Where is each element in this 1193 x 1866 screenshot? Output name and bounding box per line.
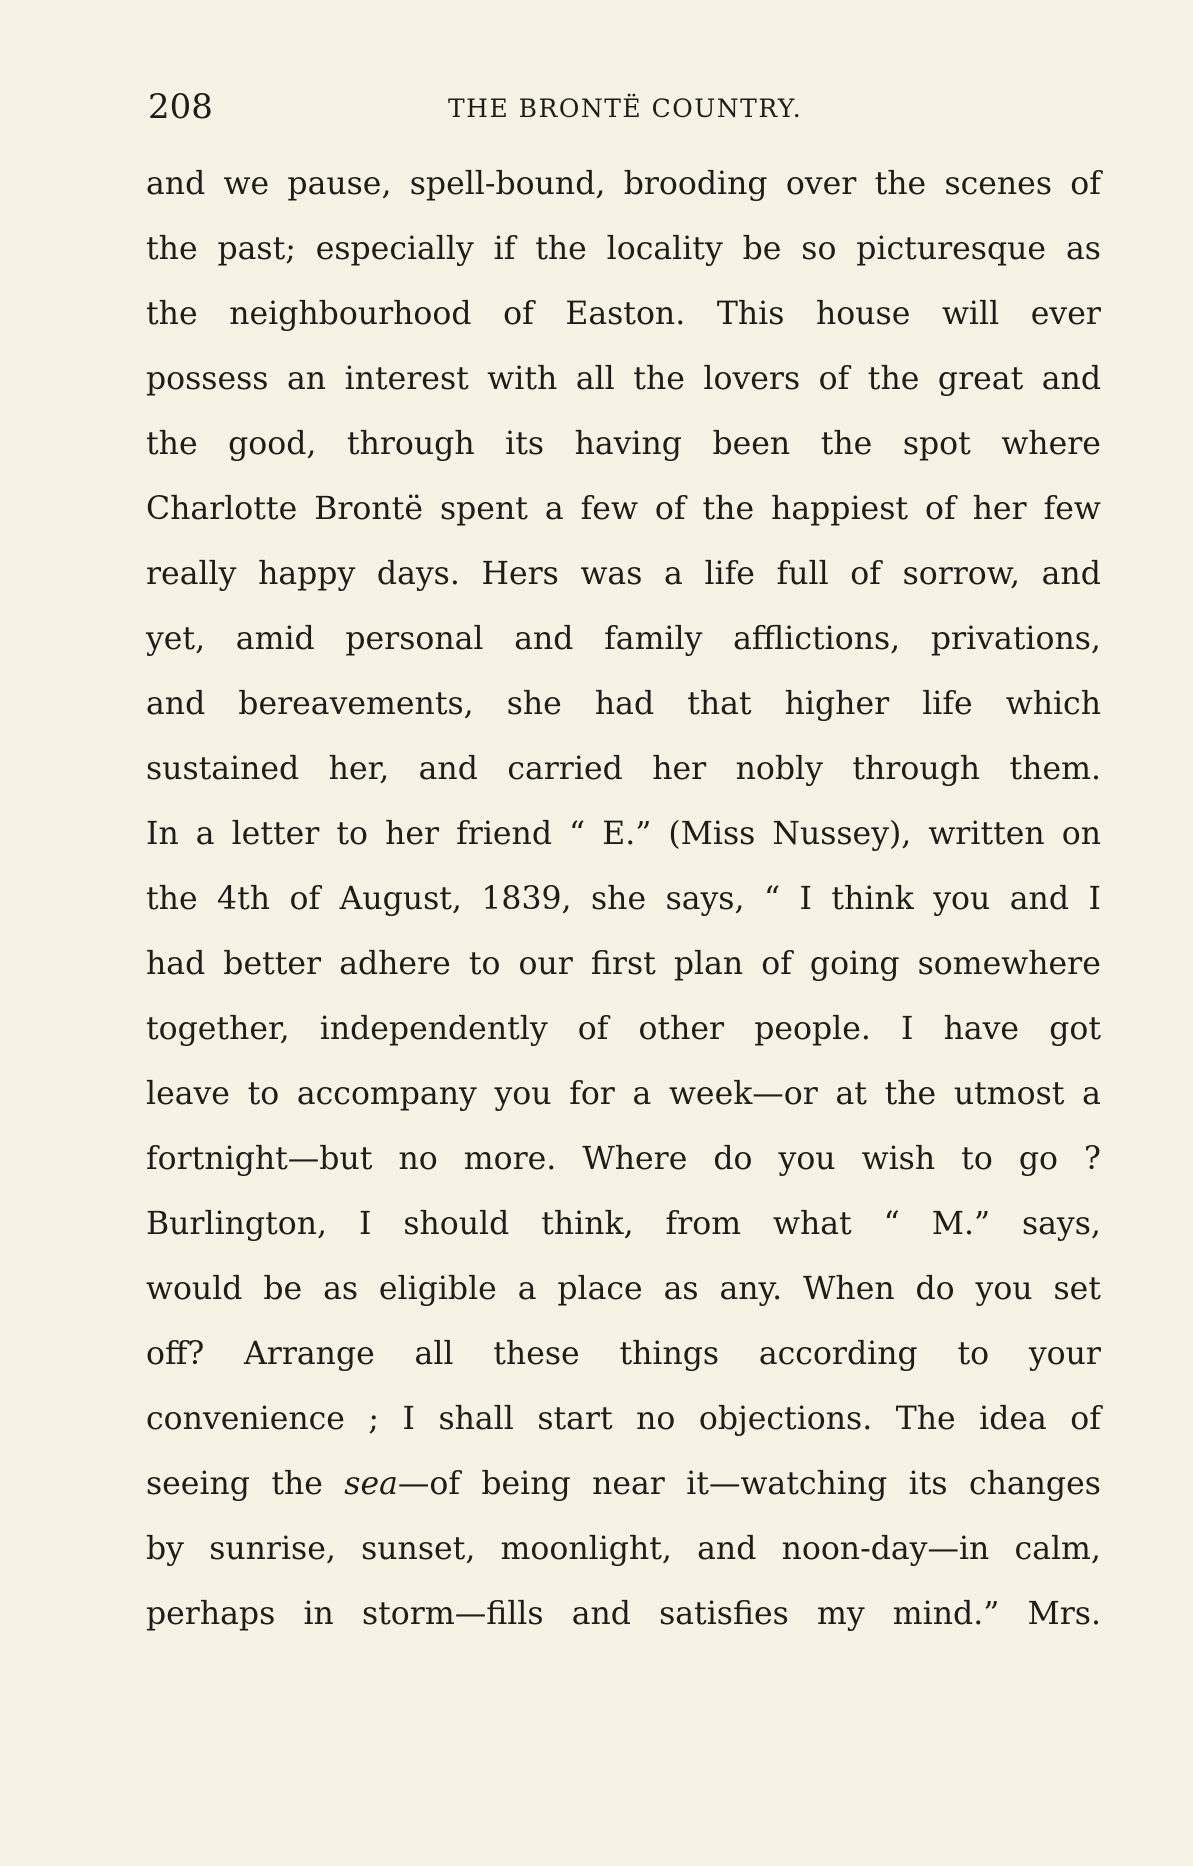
word: your bbox=[1028, 1336, 1101, 1372]
text-line bbox=[146, 288, 1101, 353]
word: Charlotte bbox=[146, 491, 298, 527]
text-line bbox=[146, 158, 1101, 223]
word: I bbox=[1088, 881, 1101, 917]
word: says, bbox=[665, 881, 745, 917]
word: adhere bbox=[339, 946, 451, 982]
word: my bbox=[816, 1596, 865, 1632]
word: idea bbox=[979, 1401, 1047, 1437]
word: more. bbox=[463, 1141, 557, 1177]
word: 4th bbox=[217, 881, 271, 917]
word: Brontë bbox=[314, 491, 423, 527]
word: says, bbox=[1021, 1206, 1101, 1242]
word: family bbox=[604, 621, 703, 657]
word: near bbox=[592, 1466, 665, 1502]
word: of bbox=[1070, 1401, 1101, 1437]
word: the bbox=[146, 426, 198, 462]
word: moonlight, bbox=[500, 1531, 672, 1567]
word: sunset, bbox=[361, 1531, 476, 1567]
word: you bbox=[494, 1076, 552, 1112]
word: 1839, bbox=[481, 881, 572, 917]
text-line bbox=[146, 223, 1101, 288]
word: objections. bbox=[698, 1401, 873, 1437]
word: together, bbox=[146, 1011, 290, 1047]
word: of bbox=[289, 881, 321, 917]
word: our bbox=[518, 946, 573, 982]
word: a bbox=[544, 491, 564, 527]
word: better bbox=[223, 946, 322, 982]
word: spot bbox=[902, 426, 971, 462]
word: an bbox=[286, 361, 327, 397]
word: you bbox=[933, 881, 991, 917]
word: and bbox=[146, 166, 206, 202]
word: ? bbox=[1084, 1141, 1101, 1177]
word: no bbox=[398, 1141, 438, 1177]
word: which bbox=[1005, 686, 1101, 722]
word: Nussey), bbox=[772, 816, 912, 852]
word: happy bbox=[258, 556, 356, 592]
word: and bbox=[1041, 361, 1101, 397]
word: afflictions, bbox=[733, 621, 901, 657]
word: the bbox=[867, 361, 920, 397]
body-text bbox=[146, 158, 1101, 1653]
word: perhaps bbox=[146, 1596, 276, 1632]
word: do bbox=[915, 1271, 955, 1307]
word: ever bbox=[1030, 296, 1101, 332]
word: utmost bbox=[953, 1076, 1065, 1112]
text-line bbox=[146, 808, 1101, 873]
word: to bbox=[957, 1336, 990, 1372]
word: been bbox=[712, 426, 791, 462]
word: I bbox=[402, 1401, 415, 1437]
word: few bbox=[580, 491, 638, 527]
word: of bbox=[1070, 166, 1101, 202]
word: carried bbox=[507, 751, 623, 787]
word: Easton. bbox=[565, 296, 686, 332]
word: When bbox=[803, 1271, 895, 1307]
word: brooding bbox=[623, 166, 768, 202]
word: of bbox=[850, 556, 881, 592]
word: through bbox=[346, 426, 475, 462]
word: August, bbox=[339, 881, 462, 917]
word: through bbox=[852, 751, 981, 787]
word: nobly bbox=[735, 751, 823, 787]
word: locality bbox=[606, 231, 723, 267]
word: all bbox=[414, 1336, 454, 1372]
word: set bbox=[1053, 1271, 1101, 1307]
word: privations, bbox=[930, 621, 1101, 657]
text-line bbox=[146, 548, 1101, 613]
word: amid bbox=[235, 621, 315, 657]
word: week—or bbox=[668, 1076, 818, 1112]
word: will bbox=[941, 296, 1000, 332]
word: of bbox=[925, 491, 956, 527]
word: and bbox=[514, 621, 574, 657]
word: for bbox=[569, 1076, 615, 1112]
word: bereavements, bbox=[238, 686, 474, 722]
word: ; bbox=[368, 1401, 380, 1437]
word: over bbox=[785, 166, 857, 202]
word: to bbox=[336, 816, 369, 852]
word: would bbox=[146, 1271, 243, 1307]
word: with bbox=[487, 361, 558, 397]
text-line bbox=[146, 743, 1101, 808]
word: these bbox=[493, 1336, 580, 1372]
word: according bbox=[758, 1336, 918, 1372]
word: its bbox=[908, 1466, 948, 1502]
word: as bbox=[323, 1271, 359, 1307]
word: her bbox=[972, 491, 1027, 527]
word: really bbox=[146, 556, 237, 592]
word: plan bbox=[673, 946, 744, 982]
word: accompany bbox=[296, 1076, 477, 1112]
word: The bbox=[895, 1401, 956, 1437]
word: the bbox=[146, 881, 198, 917]
word: neighbourhood bbox=[229, 296, 472, 332]
word: storm—fills bbox=[361, 1596, 544, 1632]
word: do bbox=[713, 1141, 753, 1177]
text-line bbox=[146, 1523, 1101, 1588]
word: independently bbox=[319, 1011, 548, 1047]
word: days. bbox=[376, 556, 460, 592]
word: good, bbox=[228, 426, 317, 462]
word: a bbox=[632, 1076, 652, 1112]
word: and bbox=[1009, 881, 1070, 917]
word: satisfies bbox=[659, 1596, 789, 1632]
word: calm, bbox=[1014, 1531, 1101, 1567]
word: we bbox=[223, 166, 270, 202]
word: be bbox=[742, 231, 782, 267]
word: personal bbox=[345, 621, 484, 657]
word: had bbox=[146, 946, 206, 982]
word: and bbox=[418, 751, 478, 787]
word: I bbox=[358, 1206, 372, 1242]
word: the bbox=[146, 231, 198, 267]
word: Hers bbox=[481, 556, 559, 592]
word: a bbox=[517, 1271, 537, 1307]
word: a bbox=[195, 816, 215, 852]
word: house bbox=[816, 296, 911, 332]
word: the bbox=[271, 1466, 323, 1502]
word: life bbox=[704, 556, 755, 592]
word: it—watching bbox=[686, 1466, 888, 1502]
word: and bbox=[571, 1596, 631, 1632]
running-head bbox=[148, 82, 1103, 132]
word: I bbox=[799, 881, 812, 917]
word: of bbox=[818, 361, 850, 397]
word: so bbox=[801, 231, 837, 267]
word: to bbox=[468, 946, 501, 982]
text-line bbox=[146, 418, 1101, 483]
word: you bbox=[975, 1271, 1033, 1307]
page-number: 208 bbox=[148, 87, 213, 127]
word: where bbox=[1001, 426, 1101, 462]
text-line bbox=[146, 1458, 1101, 1523]
word: going bbox=[809, 946, 900, 982]
text-line bbox=[146, 1068, 1101, 1133]
running-title: THE BRONTË COUNTRY. bbox=[448, 94, 803, 123]
word: great bbox=[937, 361, 1024, 397]
word: that bbox=[687, 686, 752, 722]
word: think, bbox=[541, 1206, 634, 1242]
word: had bbox=[594, 686, 655, 722]
word: any. bbox=[719, 1271, 783, 1307]
word: picturesque bbox=[856, 231, 1047, 267]
word: Where bbox=[582, 1141, 688, 1177]
word: mind.” bbox=[892, 1596, 1000, 1632]
word: scenes bbox=[944, 166, 1052, 202]
word: “ bbox=[883, 1206, 900, 1242]
word: of bbox=[761, 946, 792, 982]
word: to bbox=[961, 1141, 993, 1177]
word: somewhere bbox=[917, 946, 1101, 982]
word: a bbox=[664, 556, 683, 592]
word: the bbox=[702, 491, 755, 527]
word: things bbox=[619, 1336, 720, 1372]
word: a bbox=[1082, 1076, 1101, 1112]
word: M.” bbox=[931, 1206, 991, 1242]
word: by bbox=[146, 1531, 184, 1567]
word: place bbox=[557, 1271, 643, 1307]
word: full bbox=[776, 556, 829, 592]
text-line bbox=[146, 873, 1101, 938]
word: fortnight—but bbox=[146, 1141, 373, 1177]
word: what bbox=[773, 1206, 852, 1242]
word: interest bbox=[344, 361, 469, 397]
text-line bbox=[146, 1588, 1101, 1653]
word: higher bbox=[784, 686, 890, 722]
word: to bbox=[247, 1076, 280, 1112]
word: she bbox=[591, 881, 647, 917]
word: few bbox=[1043, 491, 1101, 527]
word: of bbox=[503, 296, 534, 332]
text-line bbox=[146, 1328, 1101, 1393]
word: past; bbox=[217, 231, 296, 267]
word: people. bbox=[754, 1011, 871, 1047]
word: was bbox=[580, 556, 643, 592]
word: her bbox=[385, 816, 440, 852]
text-line bbox=[146, 1263, 1101, 1328]
word: spell-bound, bbox=[409, 166, 606, 202]
word: other bbox=[638, 1011, 725, 1047]
word: letter bbox=[231, 816, 320, 852]
word: she bbox=[506, 686, 562, 722]
word: shall bbox=[438, 1401, 514, 1437]
word: her, bbox=[328, 751, 390, 787]
text-line bbox=[146, 678, 1101, 743]
word: changes bbox=[968, 1466, 1101, 1502]
text-line bbox=[146, 613, 1101, 678]
text-line bbox=[146, 1198, 1101, 1263]
word: the bbox=[820, 426, 873, 462]
word: sea—of bbox=[344, 1466, 461, 1502]
word: sustained bbox=[146, 751, 300, 787]
word: and bbox=[697, 1531, 757, 1567]
word: written bbox=[928, 816, 1045, 852]
word: leave bbox=[146, 1076, 230, 1112]
word: got bbox=[1049, 1011, 1101, 1047]
word: Arrange bbox=[244, 1336, 375, 1372]
word: sunrise, bbox=[209, 1531, 336, 1567]
word: and bbox=[146, 686, 206, 722]
word: lovers bbox=[703, 361, 801, 397]
word: Burlington, bbox=[146, 1206, 328, 1242]
word: wish bbox=[861, 1141, 936, 1177]
word: its bbox=[505, 426, 545, 462]
word: convenience bbox=[146, 1401, 345, 1437]
word: on bbox=[1061, 816, 1101, 852]
word: I bbox=[901, 1011, 914, 1047]
word: spent bbox=[439, 491, 528, 527]
word: first bbox=[590, 946, 656, 982]
word: start bbox=[537, 1401, 613, 1437]
word: go bbox=[1018, 1141, 1058, 1177]
word: happiest bbox=[771, 491, 909, 527]
text-line bbox=[146, 1003, 1101, 1068]
word: and bbox=[1041, 556, 1101, 592]
word: have bbox=[943, 1011, 1020, 1047]
word: seeing bbox=[146, 1466, 250, 1502]
text-line bbox=[146, 938, 1101, 1003]
word: especially bbox=[315, 231, 474, 267]
text-line bbox=[146, 1133, 1101, 1198]
word: of bbox=[654, 491, 686, 527]
word: the bbox=[633, 361, 685, 397]
word: no bbox=[636, 1401, 676, 1437]
word: the bbox=[535, 231, 587, 267]
word: pause, bbox=[287, 166, 392, 202]
text-line bbox=[146, 1393, 1101, 1458]
word: In bbox=[146, 816, 179, 852]
word: off? bbox=[146, 1336, 205, 1372]
word: friend bbox=[456, 816, 552, 852]
word: in bbox=[303, 1596, 334, 1632]
word: the bbox=[146, 296, 198, 332]
word: Mrs. bbox=[1027, 1596, 1101, 1632]
word: if bbox=[493, 231, 516, 267]
word: of bbox=[577, 1011, 609, 1047]
word: possess bbox=[146, 361, 269, 397]
word: This bbox=[716, 296, 785, 332]
word: E.” bbox=[602, 816, 652, 852]
word: “ bbox=[569, 816, 586, 852]
word: sorrow, bbox=[902, 556, 1021, 592]
word: noon-day—in bbox=[781, 1531, 990, 1567]
word: being bbox=[481, 1466, 571, 1502]
word: as bbox=[1065, 231, 1101, 267]
word: as bbox=[663, 1271, 699, 1307]
word: be bbox=[263, 1271, 303, 1307]
word: the bbox=[874, 166, 927, 202]
word: her bbox=[652, 751, 707, 787]
text-line bbox=[146, 353, 1101, 418]
word: all bbox=[575, 361, 615, 397]
word: them. bbox=[1009, 751, 1101, 787]
word: life bbox=[922, 686, 973, 722]
word: you bbox=[778, 1141, 836, 1177]
word: yet, bbox=[146, 621, 206, 657]
word: should bbox=[403, 1206, 510, 1242]
word: “ bbox=[763, 881, 781, 917]
word: the bbox=[884, 1076, 937, 1112]
word: eligible bbox=[378, 1271, 497, 1307]
word: having bbox=[574, 426, 682, 462]
word: from bbox=[665, 1206, 742, 1242]
word: at bbox=[835, 1076, 867, 1112]
text-line bbox=[146, 483, 1101, 548]
word: think bbox=[831, 881, 914, 917]
word: (Miss bbox=[668, 816, 756, 852]
